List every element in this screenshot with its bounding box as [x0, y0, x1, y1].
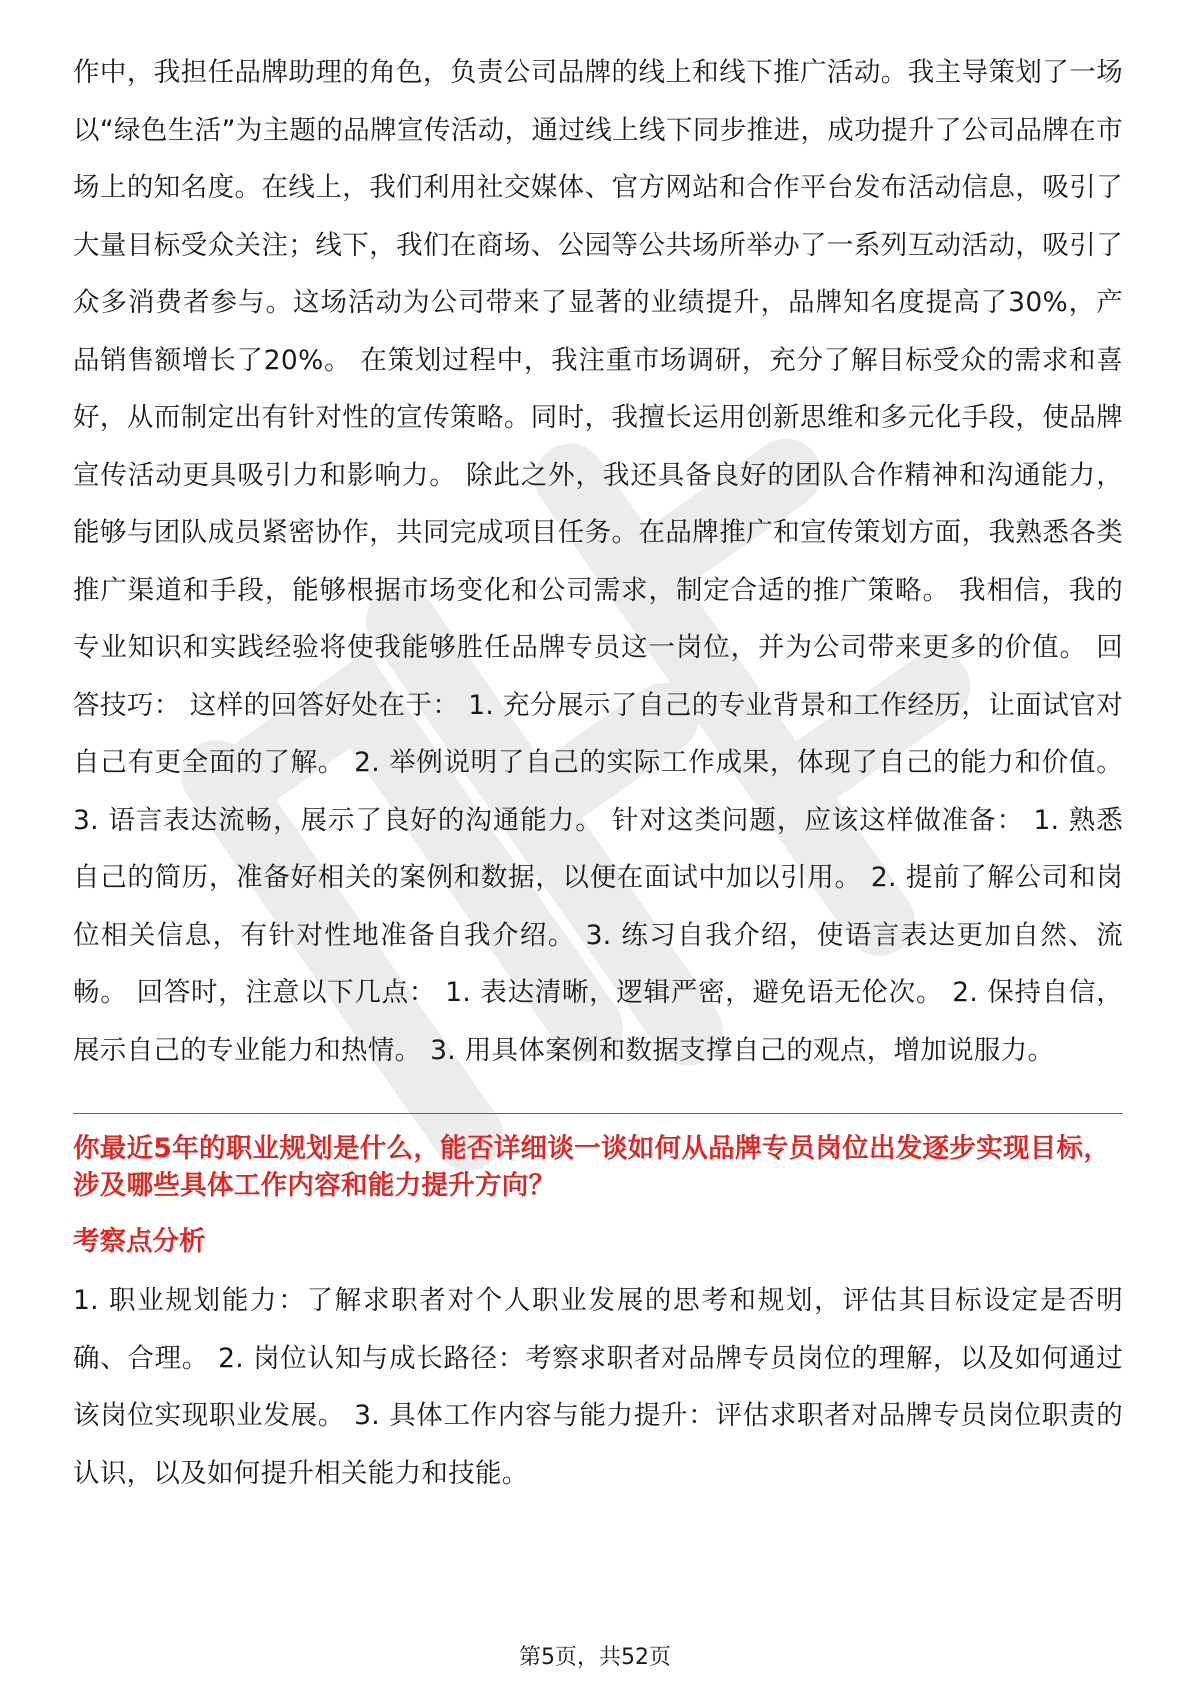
- section-divider: [73, 1113, 1123, 1114]
- answer-paragraph: 作中，我担任品牌助理的角色，负责公司品牌的线上和线下推广活动。我主导策划了一场以“绿色生活”为主题的品牌宣传活动，通过线上线下同步推进，成功提升了公司品牌在市场上的知名度。在线上，我们利用社交媒体、官方网站和合作平台发布活动信息，吸引了大量目标受众关注；线下，我们在商场、公园等公共场所举办了一系列互动活动，吸引了众多消费者参与。这场活动为公司带来了显著的业绩提升，品牌知名度提高了30%，产品销售额增长了20%。 在策划过程中，我注重市场调研，充分了解目标受众的需求和喜好，从而制定出有针对性的宣传策略。同时，我擅长运用创新思维和多元化手段，使品牌宣传活动更具吸引力和影响力。 除此之外，我还具备良好的团队合作精神和沟通能力，能够与团队成员紧密协作，共同完成项目任务。在品牌推广和宣传策划方面，我熟悉各类推广渠道和手段，能够根据市场变化和公司需求，制定合适的推广策略。 我相信，我的专业知识和实践经验将使我能够胜任品牌专员这一岗位，并为公司带来更多的价值。 回答技巧： 这样的回答好处在于： 1. 充分展示了自己的专业背景和工作经历，让面试官对自己有更全面的了解。 2. 举例说明了自己的实际工作成果，体现了自己的能力和价值。 3. 语言表达流畅，展示了良好的沟通能力。 针对这类问题，应该这样做准备： 1. 熟悉自己的简历，准备好相关的案例和数据，以便在面试中加以引用。 2. 提前了解公司和岗位相关信息，有针对性地准备自我介绍。 3. 练习自我介绍，使语言表达更加自然、流畅。 回答时，注意以下几点： 1. 表达清晰，逻辑严密，避免语无伦次。 2. 保持自信，展示自己的专业能力和热情。 3. 用具体案例和数据支撑自己的观点，增加说服力。: [73, 57, 1123, 1066]
- interview-question: 你最近5年的职业规划是什么，能否详细谈一谈如何从品牌专员岗位出发逐步实现目标，涉及哪些具体工作内容和能力提升方向？: [73, 1133, 1111, 1201]
- analysis-heading: 考察点分析: [73, 1226, 206, 1257]
- analysis-paragraph: 1. 职业规划能力：了解求职者对个人职业发展的思考和规划，评估其目标设定是否明确、合理。 2. 岗位认知与成长路径：考察求职者对品牌专员岗位的理解，以及如何通过该岗位实现职业发展。 3. 具体工作内容与能力提升：评估求职者对品牌专员岗位职责的认识，以及如何提升相关能力和技能。: [73, 1285, 1123, 1489]
- page-number-footer: 第5页，共52页: [519, 1645, 671, 1670]
- page-content: [73, 44, 1123, 1502]
